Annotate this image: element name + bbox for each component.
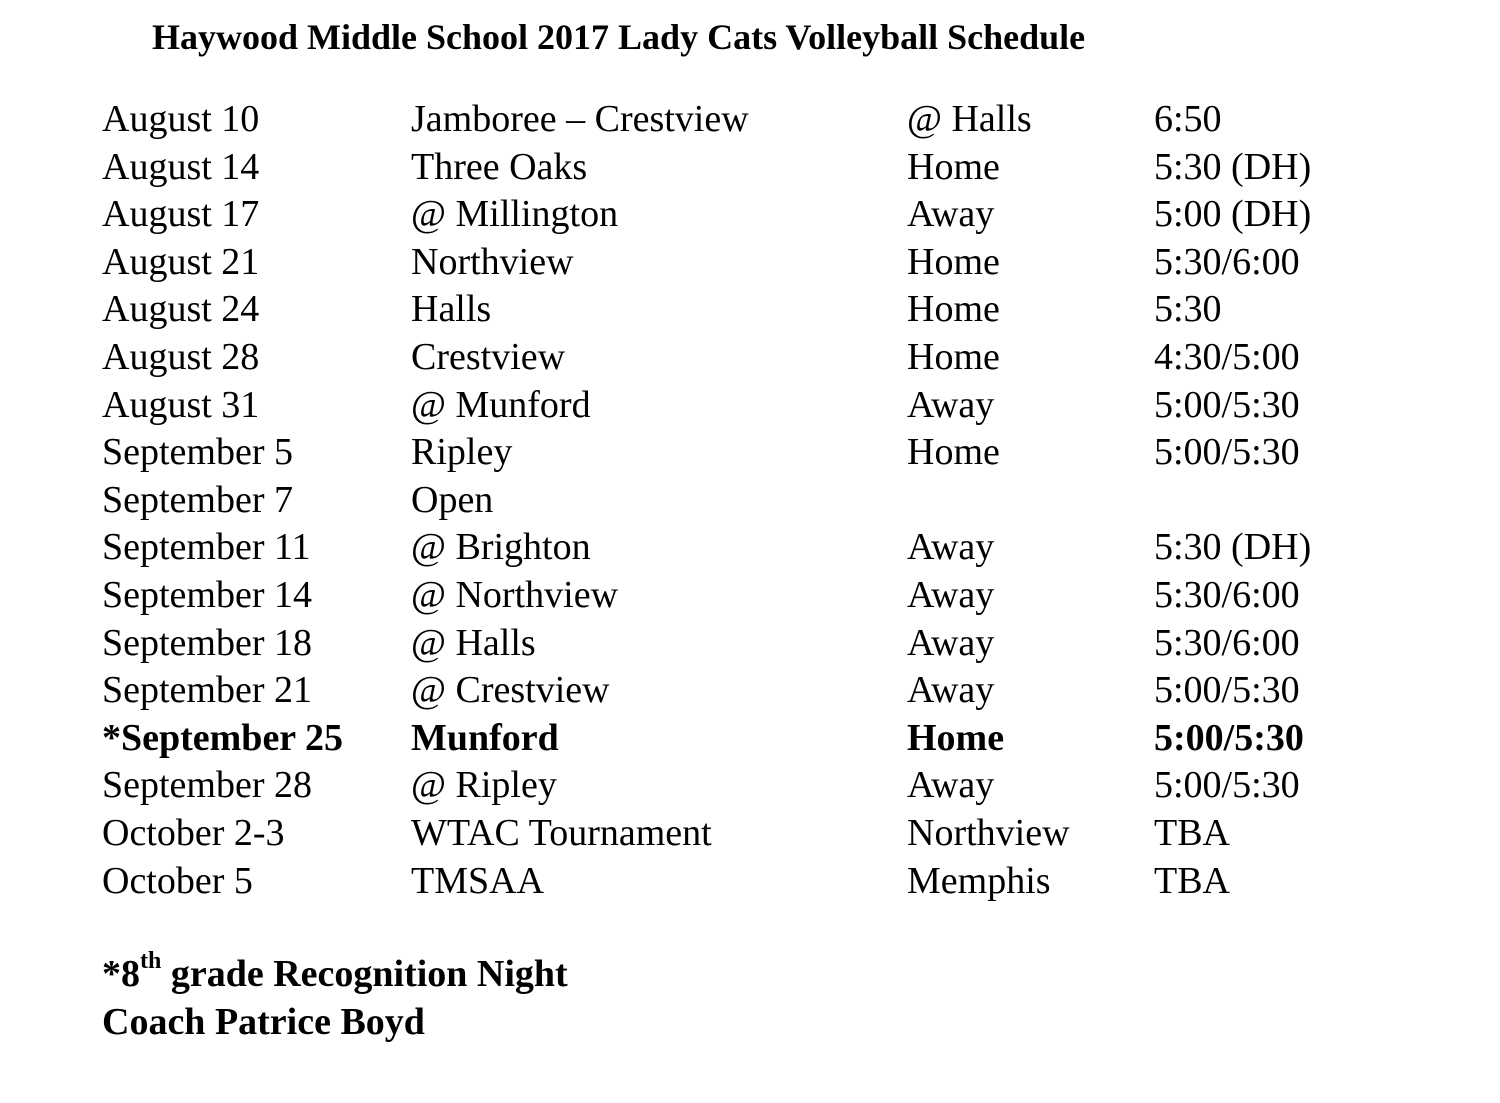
game-opponent: @ Halls [411,621,536,664]
game-date: August 31 [102,383,260,426]
schedule-row [102,144,1402,192]
game-time: 5:00/5:30 [1154,669,1300,712]
game-location: Away [907,526,995,569]
game-time: TBA [1154,811,1230,854]
recognition-note [102,950,568,998]
game-time: TBA [1154,859,1230,902]
game-time: 5:30 [1154,288,1222,331]
game-time: 4:30/5:00 [1154,335,1300,378]
game-time: 5:30 (DH) [1154,145,1312,188]
game-location: Home [907,288,1000,331]
game-opponent: Northview [411,240,574,283]
game-time: 5:00/5:30 [1154,764,1300,807]
game-time: 5:00/5:30 [1154,383,1300,426]
game-opponent: Halls [411,288,492,331]
game-opponent: Crestview [411,335,566,378]
game-opponent: Jamboree – Crestview [411,98,749,140]
schedule-row [102,286,1402,334]
game-date: August 28 [102,335,260,378]
game-location: Home [907,145,1000,188]
game-opponent: @ Brighton [411,526,591,569]
schedule-row [102,191,1402,239]
schedule-row [102,762,1402,810]
game-time: 6:50 [1154,98,1222,140]
game-date: September 11 [102,526,311,569]
game-location: Away [907,573,995,616]
game-time: 5:00/5:30 [1154,716,1304,759]
game-location: Home [907,335,1000,378]
game-time: 5:30/6:00 [1154,621,1300,664]
schedule-table [102,96,1402,905]
note-prefix: *8 [102,953,140,995]
footer [102,950,568,1046]
schedule-row [102,239,1402,287]
schedule-row [102,429,1402,477]
schedule-row [102,810,1402,858]
game-date: August 24 [102,288,260,331]
schedule-row [102,382,1402,430]
schedule-row [102,715,1402,763]
game-date: October 5 [102,859,253,902]
game-date: September 18 [102,621,313,664]
schedule-row [102,572,1402,620]
game-date: *September 25 [102,716,343,759]
game-date: August 17 [102,193,260,236]
game-opponent: @ Ripley [411,764,557,807]
schedule-row [102,334,1402,382]
page-title: Haywood Middle School 2017 Lady Cats Volleyball Schedule [152,17,1086,57]
schedule-row [102,477,1402,525]
game-location: Away [907,383,995,426]
game-location: Home [907,240,1000,283]
game-location: Home [907,716,1005,759]
game-opponent: @ Millington [411,193,619,236]
game-opponent: TMSAA [411,859,545,902]
schedule-row [102,620,1402,668]
note-text: grade Recognition Night [161,953,568,995]
game-date: September 7 [102,478,294,521]
game-date: September 28 [102,764,313,807]
game-opponent: Open [411,478,494,521]
game-opponent: Three Oaks [411,145,588,188]
game-location: Away [907,669,995,712]
game-opponent: WTAC Tournament [411,811,712,854]
game-location: Away [907,193,995,236]
game-opponent: @ Crestview [411,669,610,712]
game-location: Memphis [907,859,1051,902]
note-superscript: th [140,948,162,975]
game-opponent: @ Munford [411,383,591,426]
game-date: September 5 [102,431,294,474]
game-opponent: Munford [411,716,559,759]
game-location: Home [907,431,1000,474]
schedule-row [102,667,1402,715]
game-opponent: @ Northview [411,573,619,616]
game-date: August 14 [102,145,260,188]
game-date: August 10 [102,98,260,140]
schedule-row [102,524,1402,572]
game-time: 5:30/6:00 [1154,573,1300,616]
game-date: August 21 [102,240,260,283]
schedule-row [102,858,1402,906]
game-date: October 2-3 [102,811,285,854]
game-location: Away [907,621,995,664]
game-opponent: Ripley [411,431,513,474]
game-date: September 21 [102,669,313,712]
game-time: 5:30 (DH) [1154,526,1312,569]
game-time: 5:30/6:00 [1154,240,1300,283]
schedule-row [102,96,1402,144]
game-time: 5:00 (DH) [1154,193,1312,236]
game-location: Away [907,764,995,807]
game-date: September 14 [102,573,313,616]
game-location: Northview [907,811,1070,854]
game-time: 5:00/5:30 [1154,431,1300,474]
coach-name: Coach Patrice Boyd [102,1001,425,1043]
game-location: @ Halls [907,98,1032,140]
